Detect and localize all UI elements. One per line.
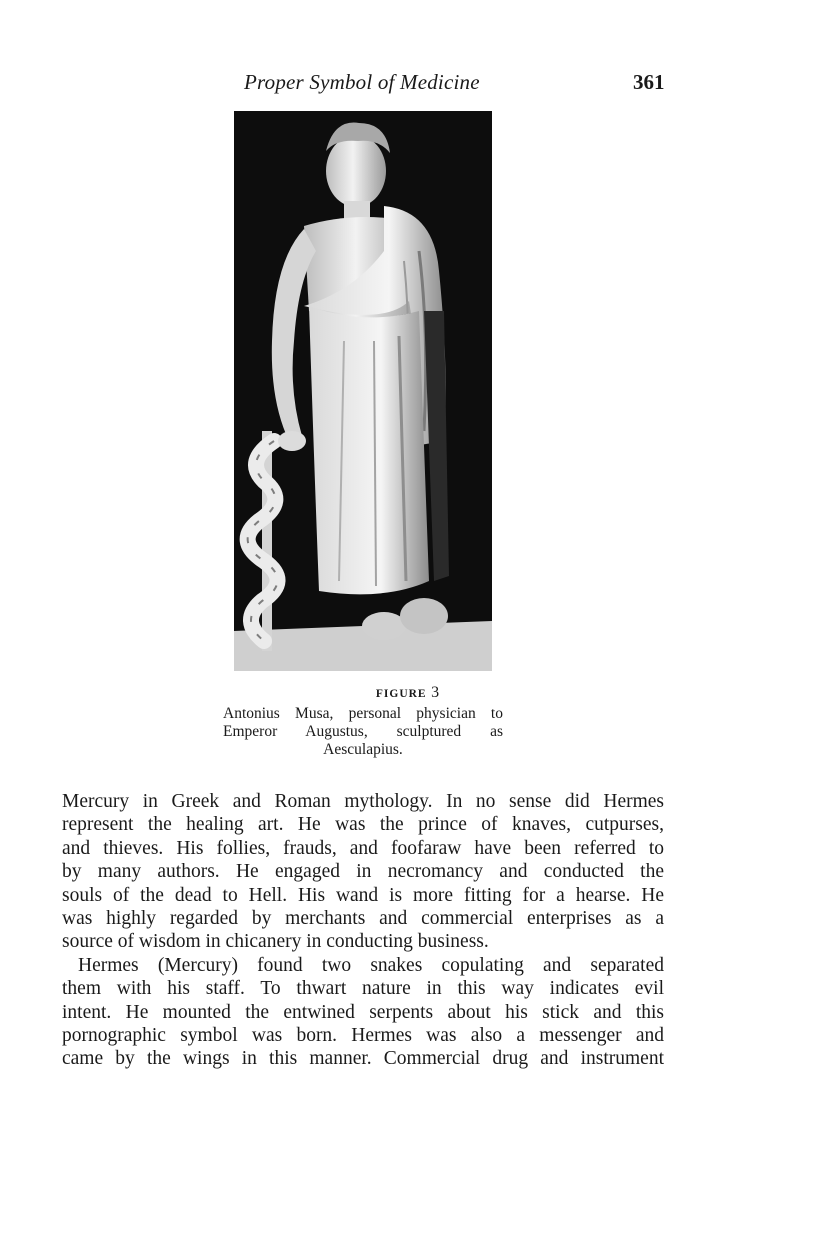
body-line: and thieves. His follies, frauds, and foofaraw have been referred to (62, 837, 664, 859)
running-head (0, 70, 816, 100)
body-line: came by the wings in this manner. Commercial drug and instrument (62, 1048, 664, 1070)
body-line: by many authors. He engaged in necromancy and conducted the (62, 861, 664, 883)
body-line: Mercury in Greek and Roman mythology. In no sense did Hermes (62, 791, 664, 812)
body-line: intent. He mounted the entwined serpents about his stick and this (62, 1001, 664, 1023)
caption-line: Antonius Musa, personal physician to (223, 705, 503, 722)
running-title: Proper Symbol of Medicine (244, 70, 480, 94)
body-line: them with his staff. To thwart nature in this way indicates evil (62, 978, 664, 1000)
figure-label-number: 3 (431, 684, 441, 701)
body-line: Hermes (Mercury) found two snakes copulating and separated (78, 954, 664, 976)
statue-illustration (234, 111, 492, 671)
figure-label (0, 684, 816, 702)
body-text (62, 790, 664, 1071)
figure-caption (223, 705, 503, 759)
page-number: 361 (633, 70, 665, 94)
body-line: pornographic symbol was born. Hermes was also a messenger and (62, 1025, 664, 1047)
statue-photograph (234, 111, 492, 671)
body-line: represent the healing art. He was the prince of knaves, cutpurses, (62, 814, 664, 836)
caption-line: Aesculapius. (323, 741, 403, 758)
body-line: was highly regarded by merchants and commercial enterprises as a (62, 908, 664, 930)
body-line: source of wisdom in chicanery in conducting business. (62, 931, 489, 953)
body-line: souls of the dead to Hell. His wand is more fitting for a hearse. He (62, 884, 664, 906)
figure-label-prefix: FIGURE (375, 688, 427, 700)
caption-line: Emperor Augustus, sculptured as (223, 723, 503, 740)
